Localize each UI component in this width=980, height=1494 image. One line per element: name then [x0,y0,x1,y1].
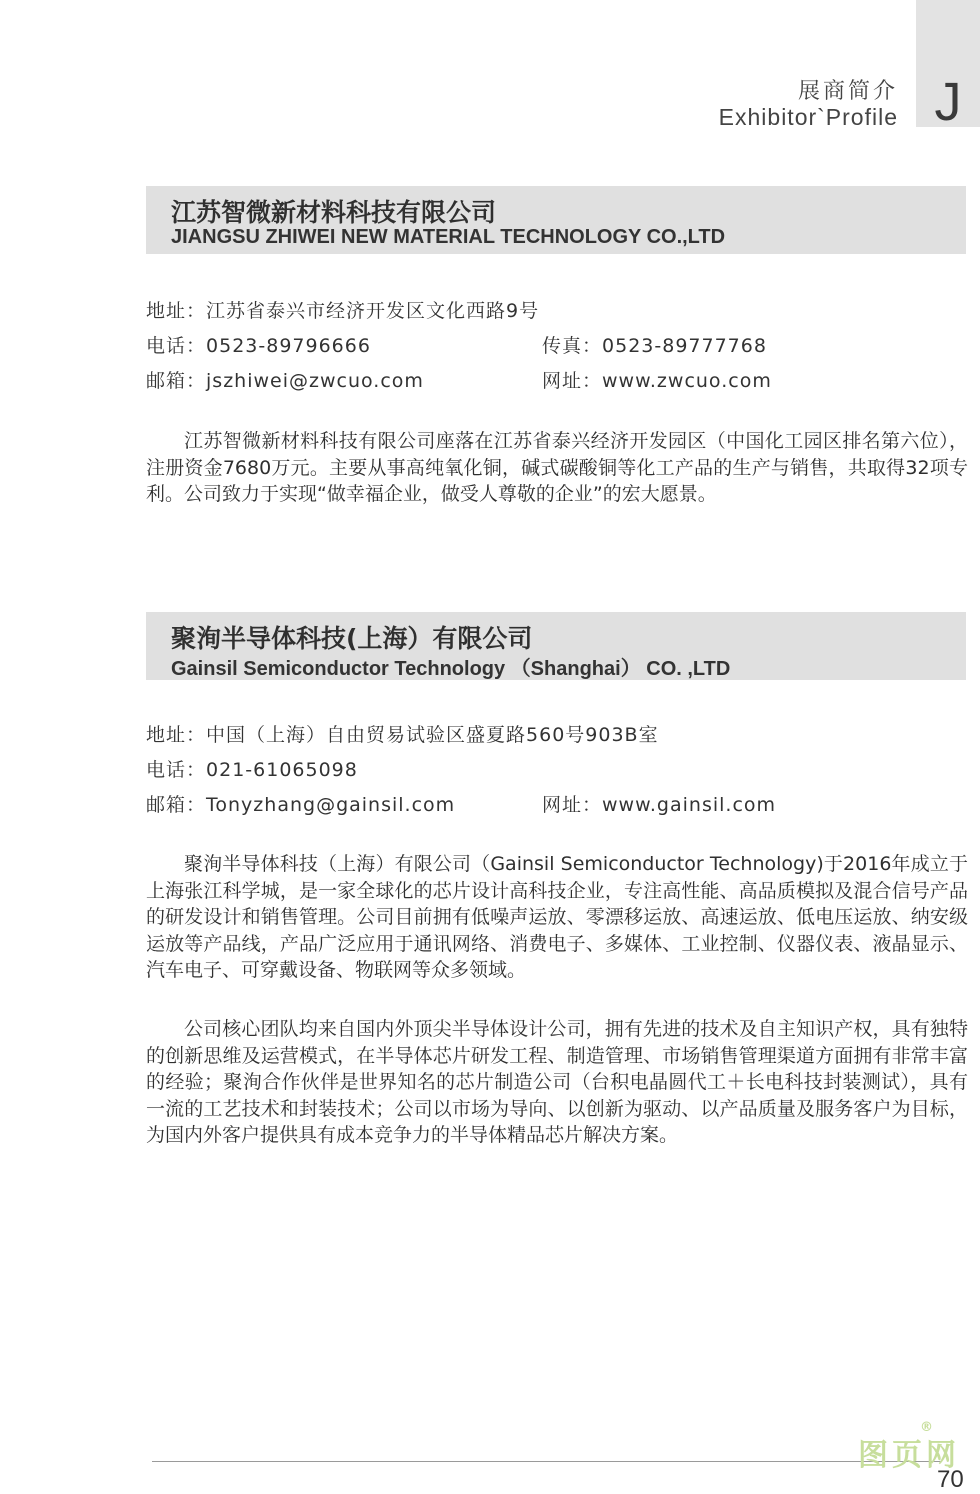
company-2-website [542,790,776,817]
footer-divider [152,1461,942,1462]
website-label: 网址： [542,794,603,816]
phone-value: 0523-89796666 [206,335,371,357]
section-letter: J [934,72,962,132]
company-1-name-en: JIANGSU ZHIWEI NEW MATERIAL TECHNOLOGY CO.,LTD [171,226,726,248]
website-value[interactable]: www.gainsil.com [602,794,777,816]
website-label: 网址： [542,370,603,392]
email-label: 邮箱： [146,370,207,392]
address-label: 地址： [146,300,207,322]
phone-value: 021-61065098 [206,759,358,781]
company-2-name-en: Gainsil Semiconductor Technology （Shanghai） CO. ,LTD [171,658,731,680]
section-title-en: Exhibitor`Profile [718,104,898,130]
page-number: 70 [937,1466,964,1493]
company-2-banner [146,612,966,680]
company-1-description: 江苏智微新材料科技有限公司座落在江苏省泰兴经济开发园区（中国化工园区排名第六位），注册资金7680万元。主要从事高纯氧化铜，碱式碳酸铜等化工产品的生产与销售，共取得32项专利。公司致力于实现“做幸福企业，做受人尊敬的企业”的宏大愿景。 [146,430,968,505]
email-label: 邮箱： [146,794,207,816]
company-2-phone [146,755,358,782]
address-value: 江苏省泰兴市经济开发区文化西路9号 [206,300,540,322]
email-value[interactable]: Tonyzhang@gainsil.com [206,794,456,816]
company-1-address [146,296,539,323]
address-value: 中国（上海）自由贸易试验区盛夏路560号903B室 [206,724,659,746]
company-1-website [542,366,772,393]
company-2-address [146,720,659,747]
email-value[interactable]: jszhiwei@zwcuo.com [206,370,424,392]
watermark-text: 图页网 [858,1438,960,1473]
section-title-cn: 展商简介 [797,79,898,104]
address-label: 地址： [146,724,207,746]
company-2-email [146,790,455,817]
fax-label: 传真： [542,335,603,357]
company-1-banner [146,186,966,254]
fax-value: 0523-89777768 [602,335,767,357]
registered-mark: ® [920,1420,933,1435]
company-2-description-2: 公司核心团队均来自国内外顶尖半导体设计公司，拥有先进的技术及自主知识产权，具有独特的创新思维及运营模式，在半导体芯片研发工程、制造管理、市场销售管理渠道方面拥有非常丰富的经验；聚洵合作伙伴是世界知名的芯片制造公司（台积电晶圆代工＋长电科技封装测试），具有一流的工艺技术和封装技术；公司以市场为导向、以创新为驱动、以产品质量及服务客户为目标，为国内外客户提供具有成本竞争力的半导体精品芯片解决方案。 [146,1018,968,1146]
company-1-email [146,366,424,393]
website-value[interactable]: www.zwcuo.com [602,370,772,392]
company-2-description-1: 聚洵半导体科技（上海）有限公司（Gainsil Semiconductor Technology)于2016年成立于上海张江科学城，是一家全球化的芯片设计高科技企业，专注高性能、高品质模拟及混合信号产品的研发设计和销售管理。公司目前拥有低噪声运放、零漂移运放、高速运放、低电压运放、纳安级运放等产品线，产品广泛应用于通讯网络、消费电子、多媒体、工业控制、仪器仪表、液晶显示、汽车电子、可穿戴设备、物联网等众多领域。 [146,853,968,981]
phone-label: 电话： [146,335,207,357]
company-1-phone [146,331,371,358]
company-1-fax [542,331,767,358]
company-2-name-cn: 聚洵半导体科技(上海）有限公司 [171,624,533,653]
phone-label: 电话： [146,759,207,781]
company-1-name-cn: 江苏智微新材料科技有限公司 [171,198,497,227]
